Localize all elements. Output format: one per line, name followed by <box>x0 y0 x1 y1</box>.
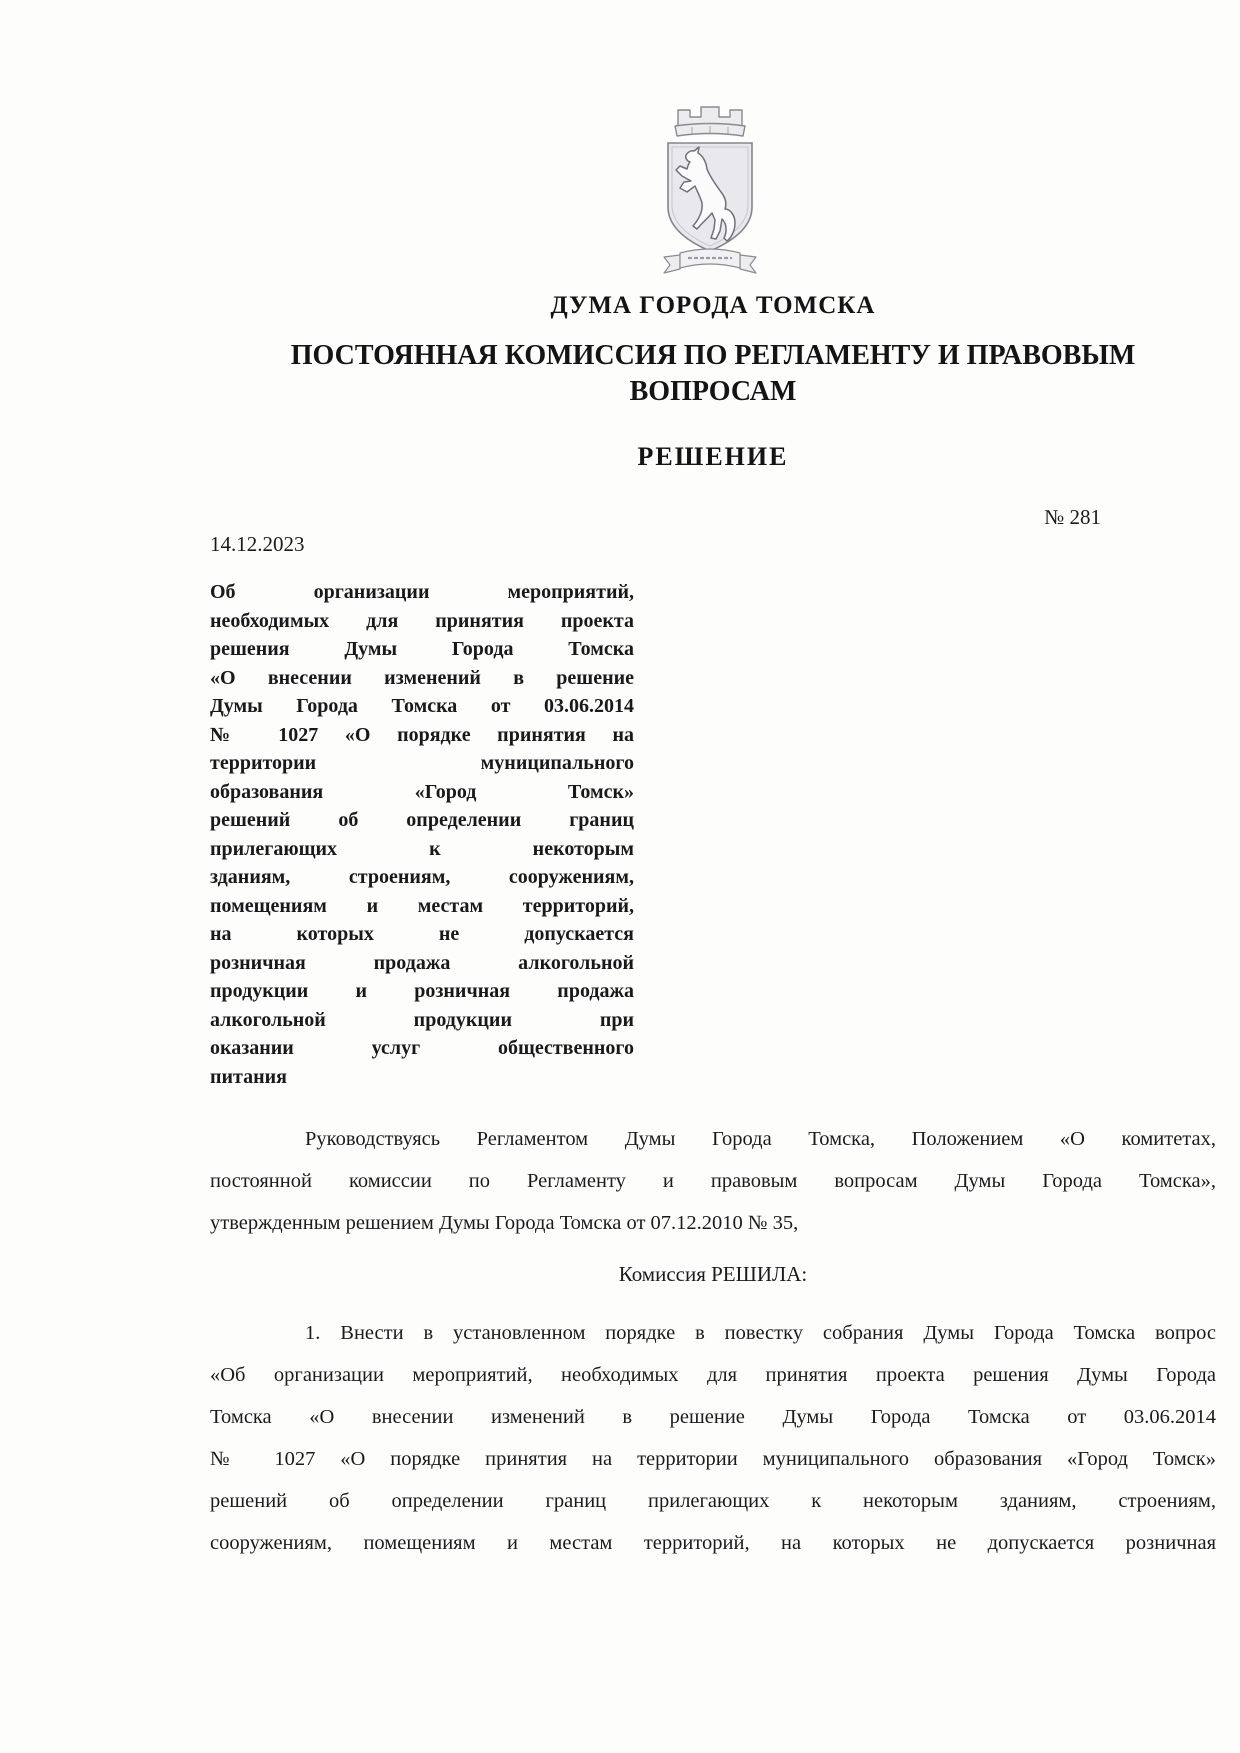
paragraph-line: постоянной комиссии по Регламенту и правовым вопросам Думы Города Томска», <box>210 1170 1216 1192</box>
doc-type-heading: РЕШЕНИЕ <box>637 442 789 471</box>
subject-line: территории муниципального <box>210 752 634 774</box>
subject-line: образования «Город Томск» <box>210 780 634 803</box>
subject-line: зданиям, строениям, сооружениям, <box>210 866 634 888</box>
subject-line: прилегающих к некоторым <box>210 837 634 860</box>
subject-line: решений об определении границ <box>210 809 634 831</box>
resolution-item-1 <box>210 1312 1216 1564</box>
subject-line: «О внесении изменений в решение <box>210 666 634 689</box>
tomsk-coat-of-arms <box>650 95 770 290</box>
paragraph-line: Томска «О внесении изменений в решение Думы Города Томска от 03.06.2014 <box>210 1406 1216 1428</box>
coat-of-arms-graphic <box>650 95 770 290</box>
paragraph-line: решений об определении границ прилегающих к некоторым зданиям, строениям, <box>210 1490 1216 1512</box>
paragraph-line: «Об организации мероприятий, необходимых для принятия проекта решения Думы Города <box>210 1364 1216 1386</box>
paragraph-line: 1. Внести в установленном порядке в повестку собрания Думы Города Томска вопрос <box>305 1322 1216 1344</box>
subject-line: № 1027 «О порядке принятия на <box>210 723 634 746</box>
subject-line: решения Думы Города Томска <box>210 638 634 660</box>
paragraph-line: утвержденным решением Думы Города Томска от 07.12.2010 № 35, <box>210 1212 799 1234</box>
subject-line: продукции и розничная продажа <box>210 980 634 1002</box>
subject-line: помещениям и местам территорий, <box>210 894 634 917</box>
motto-ribbon-icon <box>664 249 756 273</box>
paragraph-line: сооружениям, помещениям и местам территорий, на которых не допускается розничная <box>210 1532 1216 1554</box>
doc-date: 14.12.2023 <box>210 532 305 556</box>
paragraph-line: Руководствуясь Регламентом Думы Города Томска, Положением «О комитетах, <box>305 1128 1216 1150</box>
subject-line: необходимых для принятия проекта <box>210 609 634 632</box>
preamble-paragraph <box>210 1118 1216 1244</box>
org-title: ДУМА ГОРОДА ТОМСКА <box>550 292 876 319</box>
subject-line: питания <box>210 1065 287 1088</box>
commission-title-text: ПОСТОЯННАЯ КОМИССИЯ ПО РЕГЛАМЕНТУ И ПРАВОВЫМ ВОПРОСАМ <box>290 340 1136 407</box>
mural-crown-icon <box>675 107 745 136</box>
commission-title <box>210 338 1216 410</box>
subject-line: Думы Города Томска от 03.06.2014 <box>210 695 634 717</box>
subject-line: оказании услуг общественного <box>210 1037 634 1059</box>
doc-number: № 281 <box>1044 505 1101 529</box>
subject-block <box>210 578 634 1091</box>
subject-line: розничная продажа алкогольной <box>210 951 634 974</box>
paragraph-line: № 1027 «О порядке принятия на территории муниципального образования «Город Томск» <box>210 1448 1216 1470</box>
subject-line: Об организации мероприятий, <box>210 581 634 603</box>
subject-line: на которых не допускается <box>210 923 634 945</box>
resolved-heading: Комиссия РЕШИЛА: <box>618 1262 808 1286</box>
subject-line: алкогольной продукции при <box>210 1008 634 1031</box>
